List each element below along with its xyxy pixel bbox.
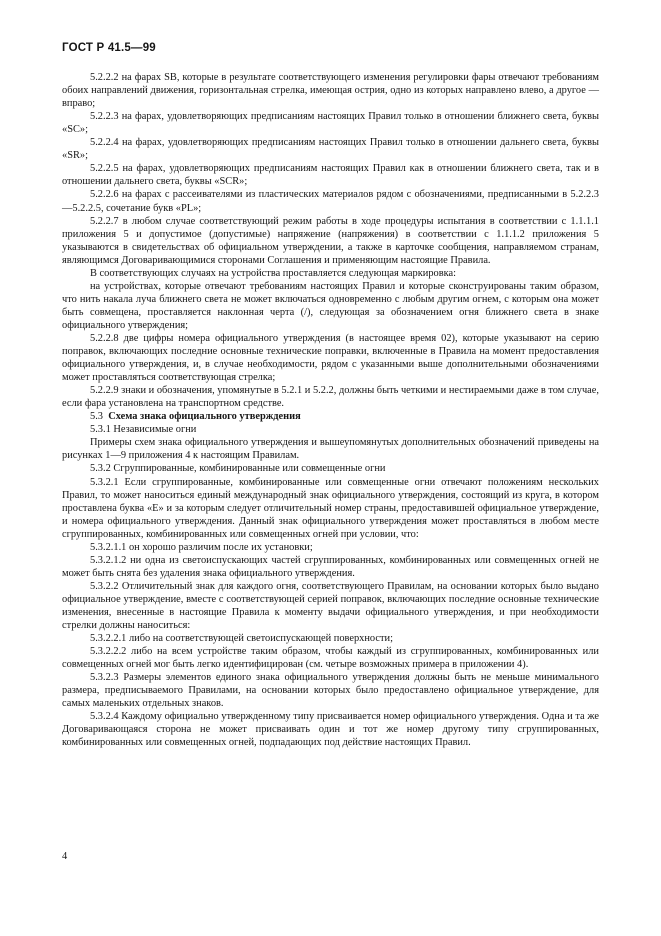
paragraph: 5.3.2.1 Если сгруппированные, комбинированные или совмещенные огни отвечают положениям нескольких Правил, то может наноситься единый международный знак официального утверждения, состоящий из круга, в котором проставлена буква «Е» и за которым следует отличительный номер страны, предоставившей официальное утверждение, и номера официального утверждения. Данный знак официального утверждения может проставляться в любом месте сгруппированных, комбинированных или совмещенных огней при условии, что: (62, 476, 599, 540)
paragraph: 5.2.2.6 на фарах с рассеивателями из пластических материалов рядом с обозначениями, предписанными в 5.2.2.3—5.2.2.5, сочетание букв «PL»; (62, 189, 599, 214)
paragraph: на устройствах, которые отвечают требованиям настоящих Правил и которые сконструированы таким образом, что нить накала луча ближнего света не может включаться одновременно с любым другим огнем, с которым она может быть совмещена, проставляется наклонная черта (/), следующая за обозначением огня ближнего света в знаке официального утверждения; (62, 280, 599, 331)
paragraph: 5.3.2 Сгруппированные, комбинированные или совмещенные огни (90, 463, 386, 475)
paragraph: 5.3.2.4 Каждому официально утвержденному типу присваивается номер официального утверждения. Одна и та же Договаривающаяся сторона не может присваивать один и тот же номер другому типу сгруппированных, комбинированных или совмещенных огней, подпадающих под действие настоящих Правил. (62, 711, 599, 749)
section-number: 5.3 (90, 411, 103, 423)
paragraph: 5.3.1 Независимые огни (90, 424, 197, 436)
paragraph: 5.3.2.2.2 либо на всем устройстве таким образом, чтобы каждый из сгруппированных, комбинированных или совмещенных огней мог быть легко идентифицирован (см. четыре возможных примера в приложении 4). (62, 646, 599, 671)
paragraph: Примеры схем знака официального утверждения и вышеупомянутых дополнительных обозначений приведены на рисунках 1—9 приложения 4 к настоящим Правилам. (62, 437, 599, 462)
paragraph: 5.2.2.8 две цифры номера официального утверждения (в настоящее время 02), которые указывают на серию поправок, включающих последние основные технические поправки, включенные в Правила на момент предоставления официального утверждения, и, в случае необходимости, рядом с указанными выше дополнительными обозначениями может проставляться соответствующая стрелка; (62, 332, 599, 384)
paragraph: 5.3.2.1.2 ни одна из светоиспускающих частей сгруппированных, комбинированных или совмещенных огней не может быть снята без удаления знака официального утверждения. (62, 554, 599, 579)
section-title: Схема знака официального утверждения (108, 411, 301, 423)
document-body (62, 71, 599, 749)
section-heading (62, 410, 599, 423)
paragraph: 5.2.2.3 на фарах, удовлетворяющих предписаниям настоящих Правил только в отношении ближнего света, буквы «SC»; (62, 111, 599, 136)
paragraph: В соответствующих случаях на устройства проставляется следующая маркировка: (90, 267, 457, 279)
paragraph: 5.2.2.9 знаки и обозначения, упомянутые в 5.2.1 и 5.2.2, должны быть четкими и нестираемыми даже в том случае, если фара установлена на транспортном средстве. (62, 385, 599, 410)
paragraph: 5.2.2.2 на фарах SB, которые в результате соответствующего изменения регулировки фары отвечают требованиям обоих направлений движения, горизонтальная стрелка, имеющая острия, одно из которых направлено влево, а другое — вправо; (62, 72, 599, 110)
paragraph: 5.3.2.2.1 либо на соответствующей светоиспускающей поверхности; (90, 633, 393, 645)
page-number: 4 (62, 851, 68, 862)
paragraph: 5.2.2.4 на фарах, удовлетворяющих предписаниям настоящих Правил только в отношении дальнего света, буквы «SR»; (62, 137, 599, 162)
paragraph: 5.3.2.1.1 он хорошо различим после их установки; (90, 541, 313, 553)
document-header: ГОСТ Р 41.5—99 (62, 42, 156, 54)
paragraph: 5.2.2.5 на фарах, удовлетворяющих предписаниям настоящих Правил как в отношении ближнего света, так и в отношении дальнего света, буквы «SCR»; (62, 163, 599, 188)
paragraph: 5.2.2.7 в любом случае соответствующий режим работы в ходе процедуры испытания в соответствии с 1.1.1.1 приложения 5 и допустимое (допустимые) напряжение (напряжения) в соответствии с 1.1.1.2 приложения 5 указываются в свидетельствах об официальном утверждении, а также в карточке сообщения, направляемом странам, являющимся Договаривающимися сторонами Соглашения и применяющим настоящие Правила. (62, 215, 599, 266)
paragraph: 5.3.2.2 Отличительный знак для каждого огня, соответствующего Правилам, на основании которых было выдано официальное утверждение, вместе с соответствующей серией поправок, включающих последние основные технические изменения, внесенные в настоящие Правила к моменту выдачи официального утверждения, и при необходимости стрелки должны наноситься: (62, 580, 599, 632)
paragraph: 5.3.2.3 Размеры элементов единого знака официального утверждения должны быть не меньше минимального размера, предписываемого Правилами, на основании которых было предоставлено официальное утверждение, для самых маленьких отдельных знаков. (62, 672, 599, 710)
